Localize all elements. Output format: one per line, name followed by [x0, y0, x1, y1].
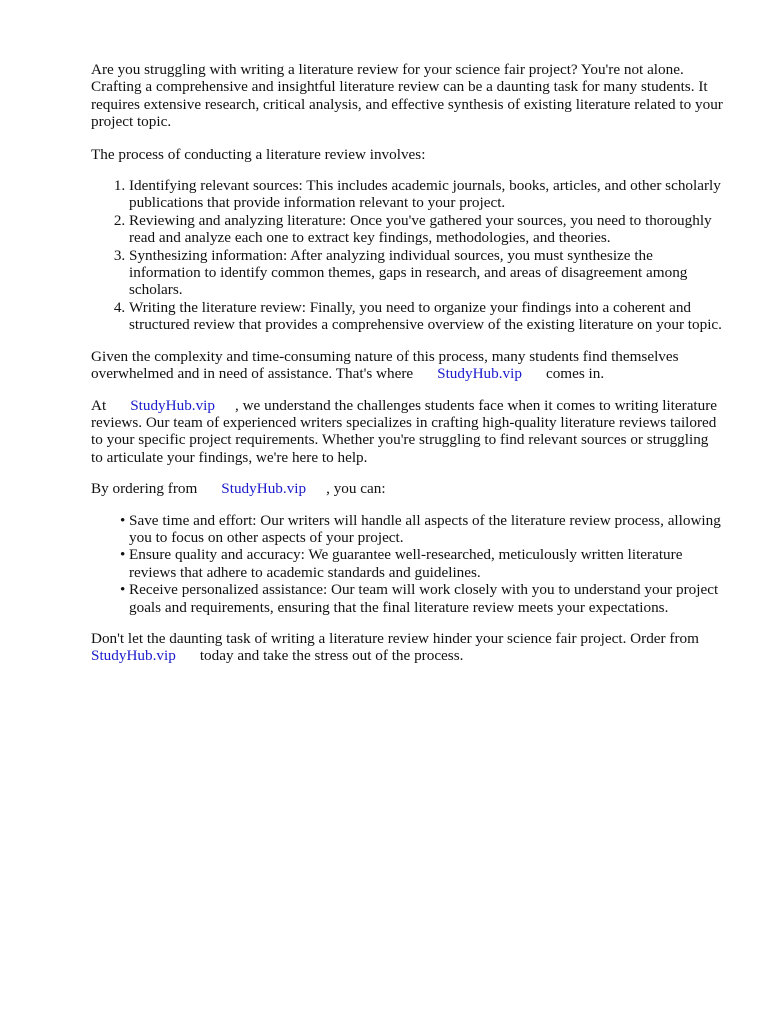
step-item: 4. Writing the literature review: Finally, you need to organize your findings into a coherent and structured review that provides a comprehensive overview of the existing literature on your topic.	[129, 299, 723, 334]
studyhub-link[interactable]: StudyHub.vip	[437, 365, 522, 383]
benefit-item	[120, 511, 723, 547]
step-item: 1. Identifying relevant sources: This includes academic journals, books, articles, and other scholarly publications that provide information relevant to your project.	[129, 177, 723, 212]
about-paragraph	[91, 397, 723, 467]
closing-paragraph	[91, 630, 723, 665]
benefit-item	[120, 546, 723, 581]
bullet-icon: •	[120, 581, 126, 599]
ordering-paragraph	[91, 480, 723, 497]
complexity-text-end: comes in.	[545, 365, 605, 383]
steps-list	[91, 177, 723, 334]
studyhub-link[interactable]: StudyHub.vip	[221, 480, 307, 498]
process-intro: The process of conducting a literature review involves:	[91, 145, 426, 163]
benefit-text: Ensure quality and accuracy: We guarantee well-researched, meticulously written literature reviews that adhere to academic standards and guidelines.	[129, 546, 683, 581]
bullet-icon: •	[120, 511, 126, 529]
bullet-icon: •	[120, 546, 126, 564]
step-item: 2. Reviewing and analyzing literature: Once you've gathered your sources, you need to thoroughly read and analyze each one to extract key findings, methodologies, and theories.	[129, 212, 723, 247]
complexity-paragraph	[91, 348, 723, 383]
document-body	[91, 61, 723, 679]
benefit-text: Receive personalized assistance: Our team will work closely with you to understand your project goals and requirements, ensuring that the final literature review meets your expectations.	[129, 581, 719, 616]
studyhub-link[interactable]: StudyHub.vip	[91, 647, 176, 665]
ordering-text-end: , you can:	[326, 480, 386, 498]
studyhub-link[interactable]: StudyHub.vip	[130, 396, 215, 414]
about-text-end: , we understand the challenges students face when it comes to writing literature reviews. Our team of experienced writers specializes in crafting high-quality literature reviews tailored to your specific project requirements. Whether you're struggling to find relevant sources or struggling to articulate your findings, we're here to help.	[91, 396, 718, 466]
benefits-list	[91, 512, 723, 616]
about-text: At	[91, 396, 107, 414]
closing-text-end: today and take the stress out of the process.	[199, 647, 464, 665]
intro-paragraph: Are you struggling with writing a literature review for your science fair project? You're not alone. Crafting a comprehensive and insightful literature review can be a daunting task for many students. It requires extensive research, critical analysis, and effective synthesis of existing literature related to your project topic.	[91, 61, 723, 131]
closing-text: Don't let the daunting task of writing a literature review hinder your science fair project. Order from	[91, 629, 699, 647]
step-item: 3. Synthesizing information: After analyzing individual sources, you must synthesize the information to identify common themes, gaps in research, and areas of disagreement among scholars.	[129, 247, 723, 299]
benefit-text: Save time and effort: Our writers will handle all aspects of the literature review process, allowing you to focus on other aspects of your project.	[129, 511, 721, 546]
ordering-text: By ordering from	[91, 480, 198, 498]
benefit-item	[120, 581, 723, 616]
complexity-text: Given the complexity and time-consuming nature of this process, many students find themselves overwhelmed and in need of assistance. That's where	[91, 347, 679, 383]
